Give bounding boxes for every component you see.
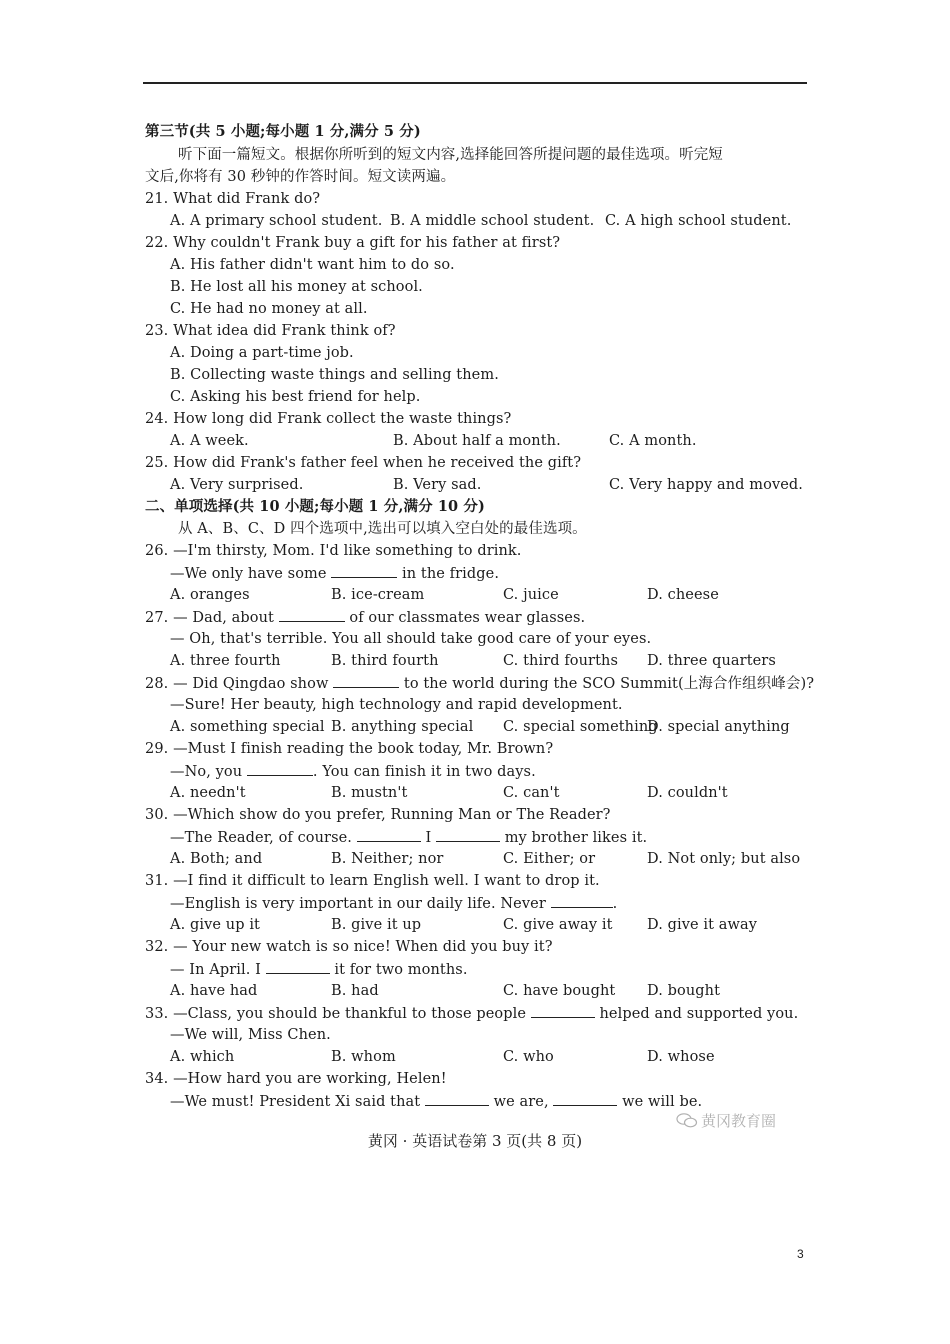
section3-instruction-2: 文后,你将有 30 秒钟的作答时间。短文读两遍。: [145, 169, 456, 185]
q32-line-2b: it for two months.: [329, 962, 468, 978]
q21-option-c: C. A high school student.: [605, 213, 792, 229]
q30-option-b: B. Neither; nor: [331, 851, 444, 867]
q27-line-1b: of our classmates wear glasses.: [344, 610, 586, 626]
q30-option-a: A. Both; and: [170, 851, 263, 867]
q29-line-2a: —No, you: [170, 764, 247, 780]
q24-option-a: A. A week.: [170, 433, 249, 449]
q32-option-d: D. bought: [647, 983, 721, 999]
q28-line-1: [145, 673, 814, 693]
q23-stem: 23. What idea did Frank think of?: [145, 323, 396, 339]
q33-blank: [531, 1003, 595, 1018]
q32-options: [145, 981, 785, 1001]
q28-line-2: —Sure! Her beauty, high technology and rapid development.: [170, 697, 623, 713]
q29-line-1: 29. —Must I finish reading the book today, Mr. Brown?: [145, 741, 554, 757]
q33-option-d: D. whose: [647, 1049, 715, 1065]
q26-option-b: B. ice-cream: [331, 587, 425, 603]
q27-line-1: [145, 607, 585, 627]
q26-line-2a: —We only have some: [170, 566, 332, 582]
q34-line-2b: we are,: [488, 1094, 554, 1110]
top-rule: [143, 82, 807, 84]
q27-line-1a: 27. — Dad, about: [145, 610, 279, 626]
q29-line-2: [170, 761, 536, 781]
q25-option-c: C. Very happy and moved.: [609, 477, 804, 493]
q34-line-1: 34. —How hard you are working, Helen!: [145, 1071, 447, 1087]
q29-options: [145, 783, 785, 803]
q34-line-2a: —We must! President Xi said that: [170, 1094, 425, 1110]
q31-blank: [551, 893, 613, 908]
q30-line-1: 30. —Which show do you prefer, Running Man or The Reader?: [145, 807, 611, 823]
q27-option-d: D. three quarters: [647, 653, 776, 669]
q31-line-2b: .: [612, 896, 618, 912]
page-footer: 黄冈 · 英语试卷第 3 页(共 8 页): [367, 1132, 583, 1150]
q28-option-d: D. special anything: [647, 719, 790, 735]
q29-line-2b: . You can finish it in two days.: [312, 764, 536, 780]
q27-option-b: B. third fourth: [331, 653, 439, 669]
q30-line-2c: my brother likes it.: [499, 830, 648, 846]
q32-line-1: 32. — Your new watch is so nice! When did you buy it?: [145, 939, 553, 955]
q28-blank: [333, 673, 399, 688]
q29-option-c: C. can't: [503, 785, 560, 801]
q24-options: [145, 431, 785, 451]
part2-heading: 二、单项选择(共 10 小题;每小题 1 分,满分 10 分): [145, 498, 485, 515]
q22-option-b: B. He lost all his money at school.: [170, 279, 423, 295]
q24-stem: 24. How long did Frank collect the waste things?: [145, 411, 512, 427]
q25-option-b: B. Very sad.: [393, 477, 482, 493]
q25-options: [145, 475, 804, 495]
q31-option-d: D. give it away: [647, 917, 758, 933]
page-number: 3: [797, 1247, 804, 1261]
q30-options: [145, 849, 801, 869]
q26-option-c: C. juice: [503, 587, 559, 603]
q27-options: [145, 651, 785, 671]
watermark-text: 黄冈教育圈: [701, 1112, 777, 1130]
q23-option-a: A. Doing a part-time job.: [170, 345, 354, 361]
q26-line-2: [170, 563, 499, 583]
watermark: [676, 1110, 776, 1131]
q32-option-c: C. have bought: [503, 983, 616, 999]
q27-line-2: — Oh, that's terrible. You all should take good care of your eyes.: [170, 631, 652, 647]
q21-option-a: A. A primary school student.: [170, 213, 383, 229]
q30-blank-2: [436, 827, 500, 842]
q23-option-c: C. Asking his best friend for help.: [170, 389, 421, 405]
section3-instruction-1: 听下面一篇短文。根据你所听到的短文内容,选择能回答所提问题的最佳选项。听完短: [178, 147, 723, 163]
q33-line-1a: 33. —Class, you should be thankful to those people: [145, 1006, 531, 1022]
q21-stem: 21. What did Frank do?: [145, 191, 321, 207]
q26-blank: [331, 563, 397, 578]
q33-line-2: —We will, Miss Chen.: [170, 1027, 331, 1043]
q34-line-2c: we will be.: [617, 1094, 703, 1110]
q31-option-c: C. give away it: [503, 917, 613, 933]
q28-option-b: B. anything special: [331, 719, 474, 735]
q33-options: [145, 1047, 785, 1067]
section3-heading: 第三节(共 5 小题;每小题 1 分,满分 5 分): [145, 123, 421, 140]
q31-line-2: [170, 893, 617, 913]
q27-blank: [279, 607, 345, 622]
q24-option-c: C. A month.: [609, 433, 697, 449]
q30-line-2: [170, 827, 647, 847]
q28-option-a: A. something special: [170, 719, 325, 735]
q25-stem: 25. How did Frank's father feel when he received the gift?: [145, 455, 582, 471]
q33-option-b: B. whom: [331, 1049, 396, 1065]
q32-blank: [266, 959, 330, 974]
q26-option-d: D. cheese: [647, 587, 719, 603]
q28-option-c: C. special something: [503, 719, 658, 735]
q23-option-b: B. Collecting waste things and selling them.: [170, 367, 499, 383]
q22-option-a: A. His father didn't want him to do so.: [170, 257, 455, 273]
q22-option-c: C. He had no money at all.: [170, 301, 368, 317]
q31-line-1: 31. —I find it difficult to learn English well. I want to drop it.: [145, 873, 600, 889]
q21-option-b: B. A middle school student.: [390, 213, 595, 229]
q30-option-c: C. Either; or: [503, 851, 596, 867]
q22-stem: 22. Why couldn't Frank buy a gift for his father at first?: [145, 235, 561, 251]
q32-option-a: A. have had: [170, 983, 258, 999]
q26-line-2b: in the fridge.: [397, 566, 500, 582]
q33-option-c: C. who: [503, 1049, 554, 1065]
q33-line-1: [145, 1003, 798, 1023]
q26-options: [145, 585, 785, 605]
q28-line-1a: 28. — Did Qingdao show: [145, 676, 334, 692]
q32-option-b: B. had: [331, 983, 379, 999]
q31-option-b: B. give it up: [331, 917, 422, 933]
q33-line-1b: helped and supported you.: [594, 1006, 799, 1022]
q21-options: [145, 211, 792, 231]
q30-option-d: D. Not only; but also: [647, 851, 801, 867]
part2-instruction: 从 A、B、C、D 四个选项中,选出可以填入空白处的最佳选项。: [178, 521, 587, 537]
q32-line-2a: — In April. I: [170, 962, 266, 978]
q34-line-2: [170, 1091, 702, 1111]
q27-option-a: A. three fourth: [170, 653, 281, 669]
q31-options: [145, 915, 785, 935]
q30-line-2a: —The Reader, of course.: [170, 830, 357, 846]
q24-option-b: B. About half a month.: [393, 433, 561, 449]
q34-blank-2: [553, 1091, 617, 1106]
q30-line-2b: I: [420, 830, 436, 846]
q27-option-c: C. third fourths: [503, 653, 618, 669]
q31-option-a: A. give up it: [170, 917, 260, 933]
q29-blank: [247, 761, 313, 776]
q29-option-b: B. mustn't: [331, 785, 408, 801]
q26-line-1: 26. —I'm thirsty, Mom. I'd like something to drink.: [145, 543, 522, 559]
q26-option-a: A. oranges: [170, 587, 250, 603]
q33-option-a: A. which: [170, 1049, 235, 1065]
wechat-icon: [676, 1113, 698, 1128]
q31-line-2a: —English is very important in our daily life. Never: [170, 896, 551, 912]
q25-option-a: A. Very surprised.: [170, 477, 304, 493]
q30-blank-1: [357, 827, 421, 842]
q32-line-2: [170, 959, 468, 979]
q29-option-d: D. couldn't: [647, 785, 728, 801]
q28-line-1b: to the world during the SCO Summit(上海合作组织峰会)?: [399, 676, 815, 692]
q28-options: [145, 717, 790, 737]
q29-option-a: A. needn't: [170, 785, 246, 801]
q34-blank-1: [425, 1091, 489, 1106]
